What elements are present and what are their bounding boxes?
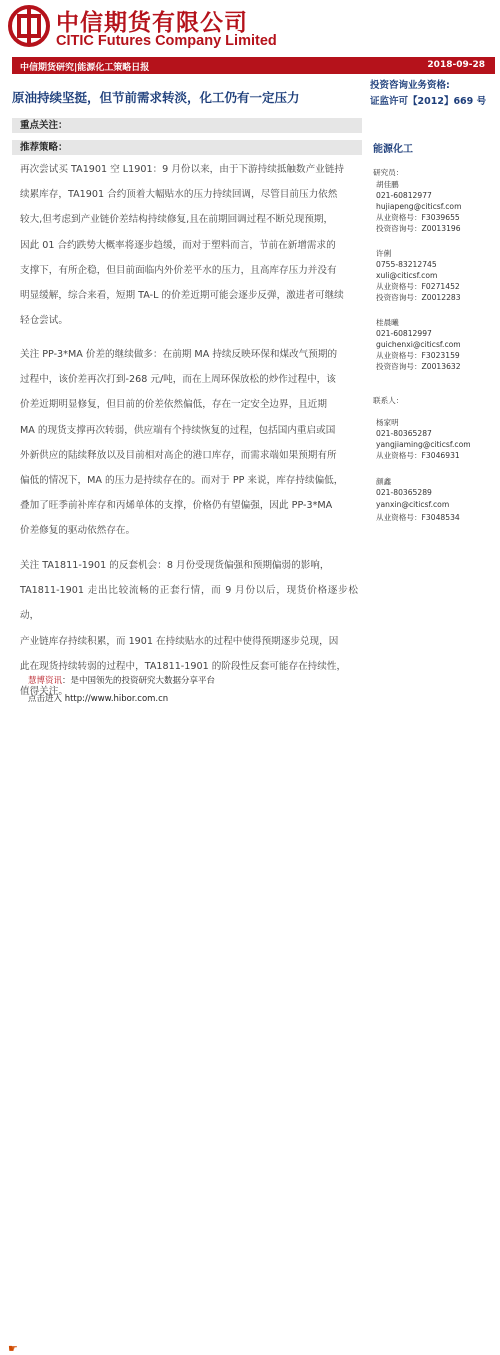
researcher-phone: 021-60812997: [376, 329, 432, 338]
researchers-label: 研究员：: [373, 168, 404, 177]
text-line: TA1811-1901 走出比较流畅的正套行情，而 9 月份以后，现货价格逐步松动，: [20, 585, 358, 622]
report-title: 原油持续坚挺，但节前需求转淡，化工仍有一定压力: [12, 90, 300, 105]
company-name-en: CITIC Futures Company Limited: [56, 33, 277, 49]
report-header: [0, 0, 500, 56]
contacts-label: 联系人：: [373, 396, 404, 405]
text-line: 产业链库存持续积累，而 1901 在持续贴水的过程中使得预期逐步兑现，因: [20, 635, 339, 647]
researcher-license: 从业资格号：F0271452: [376, 282, 460, 291]
company-name-cn: 中信期货有限公司: [56, 10, 248, 36]
focus-section-label: 重点关注：: [12, 118, 362, 133]
text-line: 此在现货持续转弱的过程中，TA1811-1901 的阶段性反套可能存在持续性，: [20, 660, 347, 672]
qualification-line-1: 投资咨询业务资格:: [370, 80, 450, 91]
text-line: 偏低的情况下，MA 的压力是持续存在的。而对于 PP 来说，库存持续偏低，: [20, 475, 344, 487]
researcher-name: 桂晨曦: [376, 318, 399, 327]
footer-brand: 慧博资讯: [28, 676, 63, 686]
text-line: 支撑下，有所企稳，但目前面临内外价差平水的压力，且高库存压力并没有: [20, 264, 337, 276]
text-line: 续累库存，TA1901 合约顶着大幅贴水的压力持续回调，尽管目前压力依然: [20, 189, 338, 201]
hand-pointer-icon: ☛: [8, 1342, 18, 1355]
text-line: 价差近期明显修复，但目前的价差依然偏低，存在一定安全边界，且近期: [20, 399, 327, 411]
strategy-paragraph-1: [20, 157, 358, 333]
footer-line-1: [28, 674, 215, 686]
report-date: 2018-09-28: [427, 60, 485, 70]
contact-email[interactable]: yanxin@citicsf.com: [376, 500, 450, 509]
researcher-consult-id: 投资咨询号：Z0013632: [376, 362, 461, 371]
citic-logo-icon: [8, 5, 50, 47]
researcher-consult-id: 投资咨询号：Z0012283: [376, 293, 461, 302]
researcher-name: 胡佳鹏: [376, 180, 399, 189]
text-line: 因此 01 合约跌势大概率将逐步趋缓，而对于塑料而言，节前在新增需求的: [20, 239, 336, 251]
strategy-section-label: 推荐策略：: [12, 140, 362, 155]
text-line: 外新供应的陆续释放以及目前相对高企的港口库存，而需求端如果预期有所: [20, 449, 337, 461]
strategy-paragraph-2: [20, 342, 358, 544]
researcher-phone: 021-60812977: [376, 191, 432, 200]
footer-watermark: [0, 668, 500, 1355]
text-line: 关注 TA1811-1901 的反套机会：8 月份受现货偏强和预期偏弱的影响，: [20, 560, 330, 571]
text-line: 较大,但考虑到产业链价差结构持续修复,且在前期回调过程不断兑现预期，: [20, 214, 334, 226]
contact-license: 从业资格号：F3048534: [376, 513, 460, 522]
qualification-line-2: 证监许可【2012】669 号: [370, 96, 487, 107]
text-line: 关注 PP-3*MA 价差的继续做多：在前期 MA 持续反映环保和煤改气预期的: [20, 349, 338, 360]
text-line: 价差修复的驱动依然存在。: [20, 525, 136, 537]
researcher-name: 许俐: [376, 249, 392, 258]
department-name: 能源化工: [373, 144, 413, 155]
researcher-license: 从业资格号：F3039655: [376, 213, 460, 222]
footer-tagline: ：是中国领先的投资研究大数据分享平台: [62, 676, 216, 686]
contact-phone: 021-80365287: [376, 429, 432, 438]
footer-link[interactable]: 点击进入 http://www.hibor.com.cn: [28, 694, 169, 704]
contact-phone: 021-80365289: [376, 488, 432, 497]
text-line: MA 的现货支撑再次转弱，供应端有个持续恢复的过程，包括国内重启或国: [20, 424, 336, 436]
contact-email[interactable]: yangjiaming@citicsf.com: [376, 440, 471, 449]
contact-name: 杨家明: [376, 418, 399, 427]
researcher-email[interactable]: xuli@citicsf.com: [376, 271, 438, 280]
researcher-phone: 0755-83212745: [376, 260, 437, 269]
contact-name: 颜鑫: [376, 477, 392, 486]
contact-license: 从业资格号：F3046931: [376, 451, 460, 460]
sidebar-qualification: [370, 78, 496, 110]
researcher-license: 从业资格号：F3023159: [376, 351, 460, 360]
text-line: 叠加了旺季前补库存和丙烯单体的支撑，价格仍有望偏强，因此 PP-3*MA: [20, 500, 333, 512]
text-line: 轻仓尝试。: [20, 315, 68, 327]
researcher-email[interactable]: guichenxi@citicsf.com: [376, 340, 461, 349]
text-line: 值得关注。: [20, 686, 68, 698]
report-banner: [12, 57, 495, 74]
text-line: 再次尝试买 TA1901 空 L1901：9 月份以来，由于下游持续抵触数产业链持: [20, 164, 344, 175]
text-line: 明显缓解，综合来看，短期 TA-L 的价差近期可能会逐步反弹，激进者可继续: [20, 290, 344, 302]
researcher-consult-id: 投资咨询号：Z0013196: [376, 224, 461, 233]
text-line: 过程中，该价差再次打到-268 元/吨，而在上周环保放松的炒作过程中，该: [20, 374, 336, 386]
report-series: 中信期货研究|能源化工策略日报: [20, 63, 150, 73]
researcher-email[interactable]: hujiapeng@citicsf.com: [376, 202, 462, 211]
